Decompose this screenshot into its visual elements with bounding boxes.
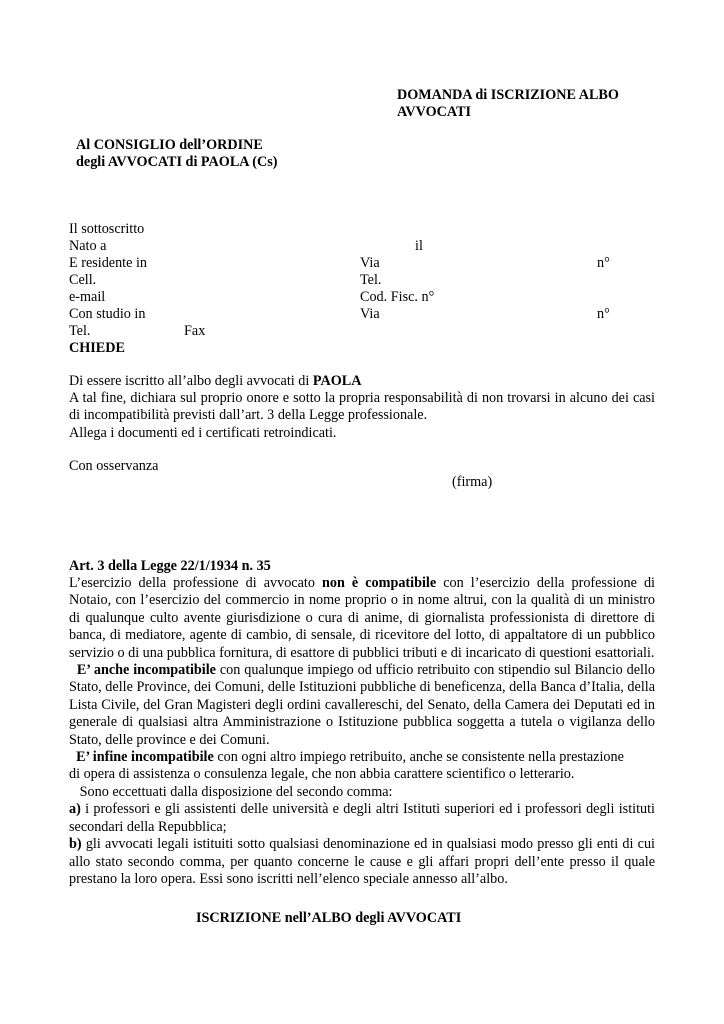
request-attachments: Allega i documenti ed i certificati retroindicati. (69, 425, 337, 441)
label-via-studio: Via (360, 306, 380, 322)
law-item-a-text: i professori e gli assistenti delle università e degli altri Istituti superiori ed i professori degli istituti secondari della Repubblica; (69, 801, 655, 835)
label-il: il (415, 238, 423, 254)
law-p3-bold: E’ infine incompatibile (76, 749, 214, 766)
addressee-line1: Al CONSIGLIO dell’ORDINE (76, 137, 263, 153)
chiede-heading: CHIEDE (69, 340, 125, 356)
label-numero-studio: n° (597, 306, 610, 322)
law-item-a (69, 801, 655, 836)
signature-label: (firma) (452, 474, 493, 490)
declaration-text: A tal fine, dichiara sul proprio onore e sotto la propria responsabilità di non trovarsi in alcuno dei casi di incompatibilità previsti dall’art. 3 della Legge professionale. (69, 390, 655, 424)
law-p4-text: Sono eccettuati dalla disposizione del secondo comma: (79, 783, 393, 800)
law-p2-text: con qualunque impiego od ufficio retribuito con stipendio sul Bilancio dello Stato, delle Province, dei Comuni, delle Istituzioni pubbliche di beneficenza, della Banca d’Italia, della Lista Civile, del Gran Magisteri degli ordini cavallereschi, del Senato, della Camera dei Deputati ed in generale di qualsiasi altra Amministrazione o Istituzione pubblica soggetta a tutela o vigilanza dello Stato, delle province e dei Comuni. (69, 662, 656, 748)
label-email: e-mail (69, 289, 106, 305)
addressee-line2: degli AVVOCATI di PAOLA (Cs) (76, 154, 278, 170)
law-p3-text: con ogni altro impiego retribuito, anche se consistente nella prestazione (213, 749, 624, 766)
label-sottoscritto: Il sottoscritto (69, 221, 145, 237)
label-tel-studio: Tel. (69, 323, 91, 339)
law-item-b-label: b) (69, 836, 82, 853)
law-paragraph-2 (69, 662, 655, 749)
label-fax: Fax (184, 323, 206, 339)
label-cell: Cell. (69, 272, 97, 288)
request-declaration (69, 390, 655, 425)
law-paragraph-4 (69, 784, 655, 801)
law-p1-bold: non è compatibile (321, 575, 437, 591)
law-paragraph-3-line2: di opera di assistenza o consulenza legale, che non abbia carattere scientifico o letterario. (69, 766, 575, 783)
request-text: Di essere iscritto all’albo degli avvocati di (69, 373, 313, 389)
law-heading: Art. 3 della Legge 22/1/1934 n. 35 (69, 558, 271, 574)
law-body (69, 575, 655, 888)
request-line1 (69, 373, 361, 390)
law-paragraph-1 (69, 575, 655, 662)
label-studio: Con studio in (69, 306, 146, 322)
law-p1-rest: con l’esercizio della professione di Notaio, con l’esercizio del commercio in nome proprio o in nome altrui, con la qualità di un ministro di qualunque culto avente giurisdizione o cura di anime, di giornalista professionista di direttore di banca, di mediatore, agente di cambio, di sensale, di ricevitore del lotto, di appaltatore di un pubblico servizio o di una pubblica fornitura, di esattore di pubblici tributi e di incaricato di questioni esattoriali. (69, 575, 655, 661)
law-item-b-text: gli avvocati legali istituiti sotto qualsiasi denominazione ed in qualsiasi modo presso gli enti di cui allo stato secondo comma, per quanto concerne le cause e gli affari propri dell’ente presso il quale prestano la loro opera. Essi sono iscritti nell’elenco speciale annesso all’albo. (69, 836, 655, 887)
law-item-a-label: a) (69, 801, 81, 818)
request-city: PAOLA (312, 373, 362, 389)
label-nato-a: Nato a (69, 238, 107, 254)
label-numero-residenza: n° (597, 255, 610, 271)
label-codice-fiscale: Cod. Fisc. n° (360, 289, 435, 305)
document-title-line2: AVVOCATI (397, 104, 472, 120)
footer-title: ISCRIZIONE nell’ALBO degli AVVOCATI (196, 910, 462, 926)
law-item-b (69, 836, 655, 888)
document-title-line1: DOMANDA di ISCRIZIONE ALBO (397, 87, 619, 103)
law-paragraph-3-line1 (69, 749, 655, 766)
law-p1-text: L’esercizio della professione di avvocato (69, 575, 322, 591)
label-residente: E residente in (69, 255, 148, 271)
law-p2-bold: E’ anche incompatibile (76, 662, 216, 679)
label-tel: Tel. (360, 272, 382, 288)
label-via-residenza: Via (360, 255, 380, 271)
closing-text: Con osservanza (69, 458, 159, 474)
